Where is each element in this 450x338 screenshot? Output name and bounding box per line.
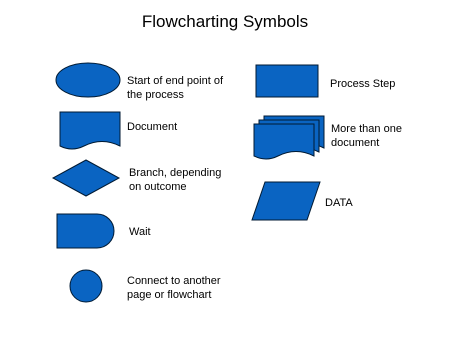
decision-label: Branch, depending on outcome <box>129 167 222 193</box>
delay-shape <box>57 214 114 248</box>
terminator-label: Start of end point of the process <box>127 75 224 101</box>
page-title: Flowcharting Symbols <box>141 12 309 31</box>
process-label: Process Step <box>330 78 396 90</box>
connector-label: Connect to another page or flowchart <box>127 275 221 301</box>
terminator-ellipse-shape <box>56 63 120 97</box>
multi-document-shape <box>254 116 324 159</box>
data-parallelogram-shape <box>252 182 320 220</box>
data-label: DATA <box>325 197 353 209</box>
process-rectangle-shape <box>256 65 318 97</box>
delay-label: Wait <box>129 226 151 238</box>
document-label: Document <box>127 121 178 133</box>
multi-document-label: More than one document <box>331 123 402 149</box>
decision-diamond-shape <box>53 160 119 196</box>
connector-circle-shape <box>70 270 102 302</box>
document-shape <box>60 112 120 149</box>
